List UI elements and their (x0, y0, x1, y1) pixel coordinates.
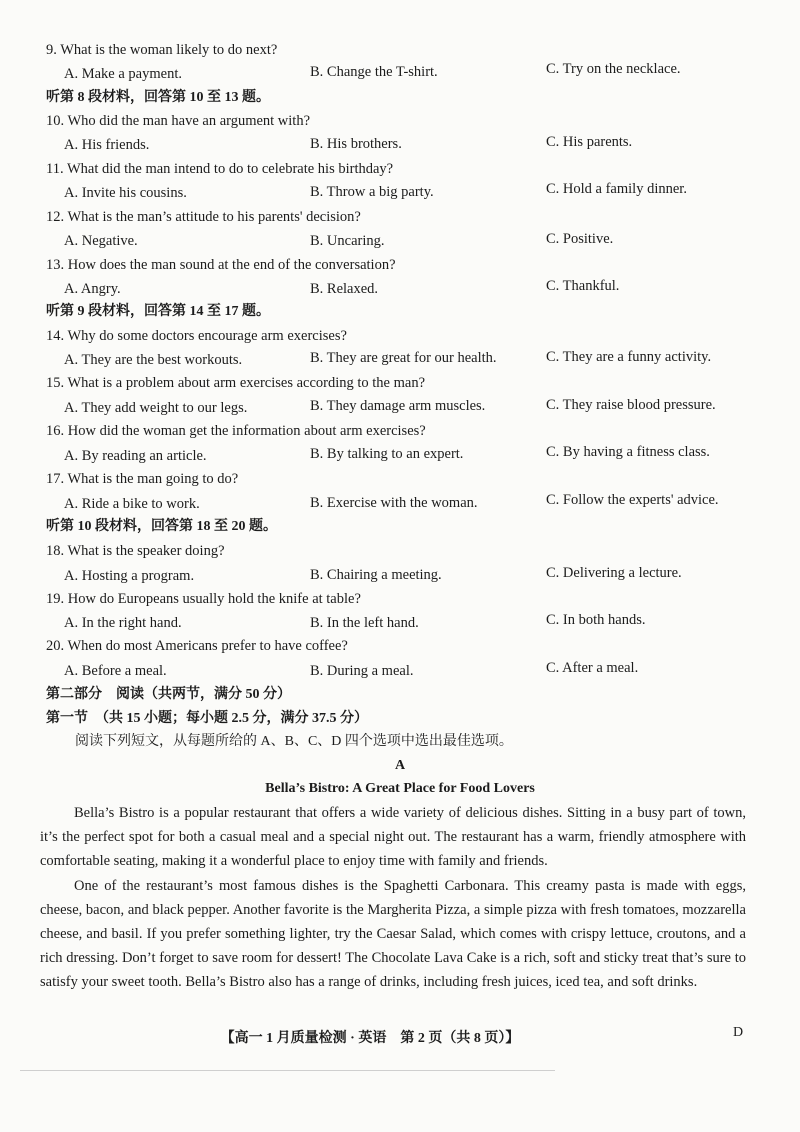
option-c: C. By having a fitness class. (546, 444, 710, 460)
question-stem: 19. How do Europeans usually hold the knife at table? (46, 591, 361, 607)
option-b: B. In the left hand. (310, 615, 419, 631)
option-b: B. They damage arm muscles. (310, 398, 486, 414)
option-a: A. Make a payment. (64, 66, 182, 82)
page-footer: 【高一 1 月质量检测 · 英语 第 2 页（共 8 页）】 (220, 1031, 520, 1046)
option-c: C. Hold a family dinner. (546, 181, 687, 197)
option-b: B. Throw a big party. (310, 184, 434, 200)
question-stem: 10. Who did the man have an argument with? (46, 113, 311, 129)
option-b: B. Change the T-shirt. (310, 64, 438, 80)
listening-section-9: 听第 9 段材料，回答第 14 至 17 题。 (46, 304, 270, 319)
option-c: C. They raise blood pressure. (546, 397, 716, 413)
question-stem: 16. How did the woman get the information about arm exercises? (46, 423, 426, 439)
option-b: B. Chairing a meeting. (310, 567, 442, 583)
option-c: C. Thankful. (546, 278, 620, 294)
corner-mark: D (733, 1025, 744, 1040)
option-b: B. Uncaring. (310, 233, 385, 249)
option-a: A. Before a meal. (64, 663, 167, 679)
passage-label: A (394, 758, 406, 773)
question-stem: 15. What is a problem about arm exercises according to the man? (46, 375, 426, 391)
option-b: B. They are great for our health. (310, 350, 497, 366)
part-two-heading: 第二部分 阅读（共两节，满分 50 分） (46, 687, 291, 702)
option-c: C. In both hands. (546, 612, 646, 628)
listening-section-10: 听第 10 段材料，回答第 18 至 20 题。 (46, 519, 277, 534)
question-stem: 17. What is the man going to do? (46, 471, 239, 487)
option-a: A. Angry. (64, 281, 121, 297)
option-b: B. His brothers. (310, 136, 402, 152)
question-stem: 20. When do most Americans prefer to have coffee? (46, 638, 348, 654)
option-a: A. Ride a bike to work. (64, 496, 200, 512)
option-a: A. His friends. (64, 137, 150, 153)
question-stem: 18. What is the speaker doing? (46, 543, 225, 559)
question-stem: 11. What did the man intend to do to celebrate his birthday? (46, 161, 394, 177)
option-a: A. They add weight to our legs. (64, 400, 248, 416)
option-b: B. During a meal. (310, 663, 414, 679)
paragraph-2: One of the restaurant’s most famous dishes is the Spaghetti Carbonara. This creamy pasta is made with eggs, cheese, bacon, and black pepper. Another favorite is the Margherita Pizza, a simple pizza with fresh tomatoes, mozzarella cheese, and basil. If you prefer something lighter, try the Caesar Salad, which comes with crispy lettuce, croutons, and a rich dressing. Don’t forget to save room for dessert! The Chocolate Lava Cake is a rich, soft and sticky treat that’s sure to satisfy your sweet tooth. Bella’s Bistro also has a range of drinks, including fresh juices, iced tea, and soft drinks. (40, 877, 746, 991)
option-c: C. His parents. (546, 134, 633, 150)
question-stem: 13. How does the man sound at the end of the conversation? (46, 257, 396, 273)
passage-body (40, 801, 746, 995)
option-c: C. Try on the necklace. (546, 61, 681, 77)
option-b: B. Relaxed. (310, 281, 379, 297)
option-c: C. After a meal. (546, 660, 639, 676)
option-a: A. They are the best workouts. (64, 352, 243, 368)
question-stem: 14. Why do some doctors encourage arm exercises? (46, 328, 347, 344)
option-a: A. By reading an article. (64, 448, 207, 464)
question-stem: 9. What is the woman likely to do next? (46, 42, 278, 58)
bottom-divider (20, 1070, 555, 1071)
option-c: C. Delivering a lecture. (546, 565, 682, 581)
option-c: C. Follow the experts' advice. (546, 492, 719, 508)
option-a: A. Invite his cousins. (64, 185, 187, 201)
passage-title: Bella’s Bistro: A Great Place for Food Lovers (265, 781, 535, 796)
option-a: A. In the right hand. (64, 615, 182, 631)
option-b: B. By talking to an expert. (310, 446, 464, 462)
option-b: B. Exercise with the woman. (310, 495, 478, 511)
reading-instruction: 阅读下列短文，从每题所给的 A、B、C、D 四个选项中选出最佳选项。 (75, 734, 513, 749)
question-stem: 12. What is the man’s attitude to his parents' decision? (46, 209, 361, 225)
paragraph-1: Bella’s Bistro is a popular restaurant that offers a wide variety of delicious dishes. Sitting in a busy part of town, it’s the perfect spot for both a casual meal and a special night out. The restaurant has a warm, friendly atmosphere with comfortable seating, making it a wonderful place to enjoy time with family and friends. (40, 805, 746, 870)
option-a: A. Negative. (64, 233, 138, 249)
option-c: C. They are a funny activity. (546, 349, 712, 365)
option-a: A. Hosting a program. (64, 568, 195, 584)
listening-section-8: 听第 8 段材料，回答第 10 至 13 题。 (46, 90, 270, 105)
section-one-heading: 第一节 （共 15 小题；每小题 2.5 分，满分 37.5 分） (46, 711, 368, 726)
option-c: C. Positive. (546, 231, 614, 247)
